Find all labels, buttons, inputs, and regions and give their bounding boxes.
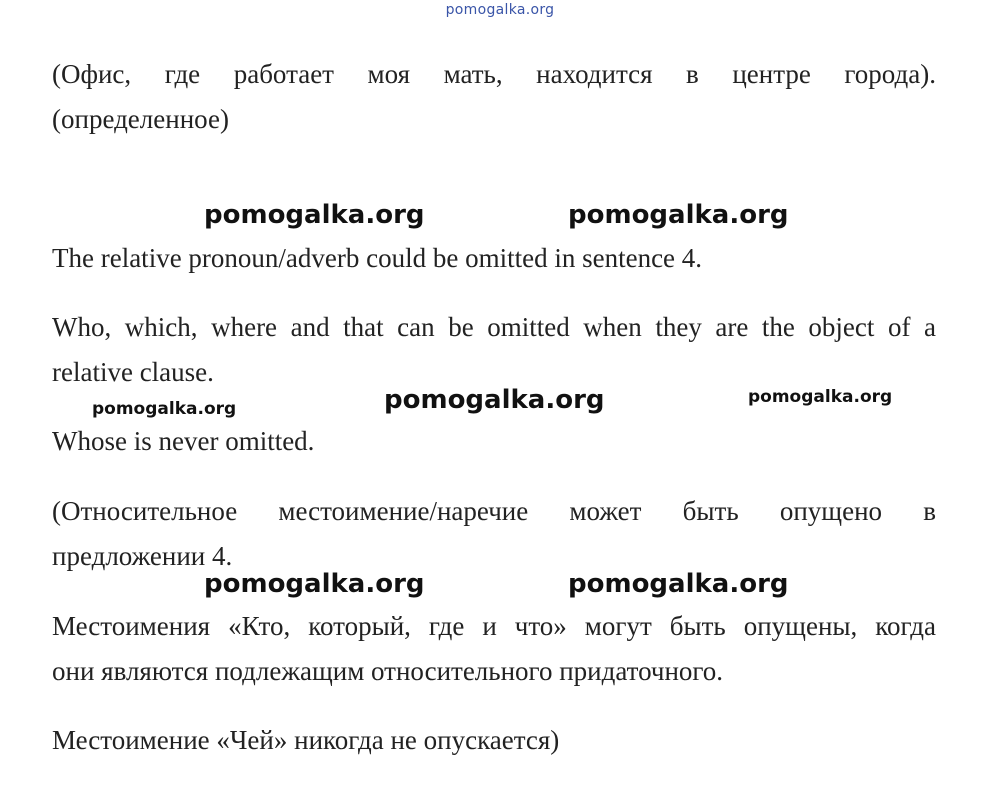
paragraph-omitted-sentence [52, 236, 936, 281]
watermark: pomogalka.org [568, 569, 789, 599]
paragraph-line: Who, which, where and that can be omitted when they are the object of a [52, 312, 936, 342]
paragraph-who-which [52, 305, 936, 395]
paragraph-line: Whose is never omitted. [52, 426, 315, 456]
paragraph-line: The relative pronoun/adverb could be omitted in sentence 4. [52, 243, 703, 273]
paragraph-line: (Офис, где работает моя мать, находится в центре города). [52, 59, 936, 89]
paragraph-russian-whose [52, 718, 936, 763]
watermark: pomogalka.org [92, 399, 237, 419]
site-header: pomogalka.org [445, 2, 555, 18]
paragraph-russian-pronouns [52, 604, 936, 694]
watermark: pomogalka.org [384, 385, 605, 415]
paragraph-line: relative clause. [52, 357, 214, 387]
paragraph-line: Местоимение «Чей» никогда не опускается) [52, 725, 560, 755]
paragraph-line: (определенное) [52, 104, 229, 134]
watermark: pomogalka.org [204, 569, 425, 599]
watermark: pomogalka.org [568, 200, 789, 230]
paragraph-line: Местоимения «Кто, который, где и что» могут быть опущены, когда [52, 611, 936, 641]
paragraph-line: (Относительное местоимение/наречие может быть опущено в [52, 496, 936, 526]
paragraph-russian-relative [52, 489, 936, 579]
paragraph-line: предложении 4. [52, 541, 233, 571]
paragraph-line: они являются подлежащим относительного придаточного. [52, 656, 724, 686]
paragraph-office [52, 52, 936, 142]
paragraph-whose [52, 419, 936, 464]
watermark: pomogalka.org [204, 200, 425, 230]
watermark: pomogalka.org [748, 387, 893, 407]
